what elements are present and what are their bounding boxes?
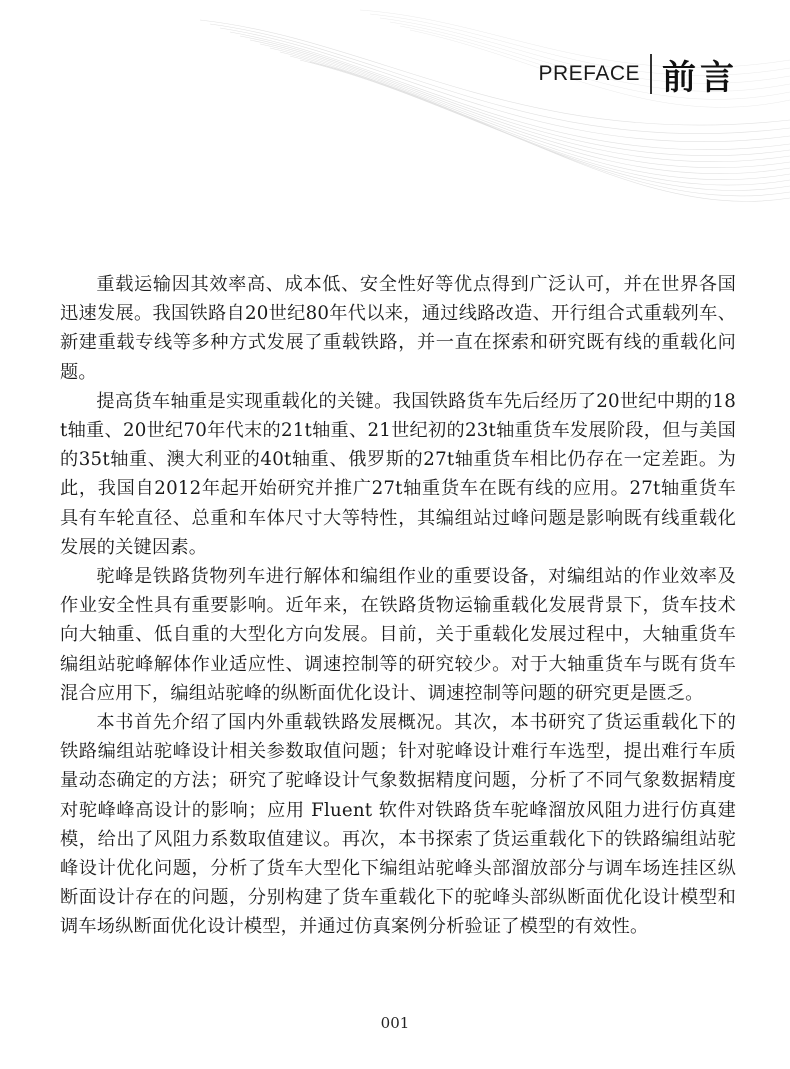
paragraph: 提高货车轴重是实现重载化的关键。我国铁路货车先后经历了20世纪中期的18 t轴重、20世纪70年代末的21t轴重、21世纪初的23t轴重货车发展阶段，但与美国的35t轴重、澳大利亚的40t轴重、俄罗斯的27t轴重货车相比仍存在一定差距。为此，我国自2012年起开始研究并推广27t轴重货车在既有线的应用。27t轴重货车具有车轮直径、总重和车体尺寸大等特性，其编组站过峰问题是影响既有线重载化发展的关键因素。 — [60, 390, 736, 558]
header-title-cn: 前言 — [662, 57, 738, 98]
paragraph: 本书首先介绍了国内外重载铁路发展概况。其次，本书研究了货运重载化下的铁路编组站驼峰设计相关参数取值问题；针对驼峰设计难行车选型，提出难行车质量动态确定的方法；研究了驼峰设计气象数据精度问题，分析了不同气象数据精度对驼峰峰高设计的影响；应用 Fluent 软件对铁路货车驼峰溜放风阻力进行仿真建模，给出了风阻力系数取值建议。再次，本书探索了货运重载化下的铁路编组站驼峰设计优化问题，分析了货车大型化下编组站驼峰头部溜放部分与调车场连挂区纵断面设计存在的问题，分别构建了货车重载化下的驼峰头部纵断面优化设计模型和调车场纵断面优化设计模型，并通过仿真案例分析验证了模型的有效性。 — [60, 712, 736, 938]
decorative-wave-background — [0, 0, 790, 240]
paragraph: 驼峰是铁路货物列车进行解体和编组作业的重要设备，对编组站的作业效率及作业安全性具有重要影响。近年来，在铁路货物运输重载化发展背景下，货车技术向大轴重、低自重的大型化方向发展。目前，关于重载化发展过程中，大轴重货车编组站驼峰解体作业适应性、调速控制等的研究较少。对于大轴重货车与既有货车混合应用下，编组站驼峰的纵断面优化设计、调速控制等问题的研究更是匮乏。 — [60, 566, 736, 704]
paragraph: 重载运输因其效率高、成本低、安全性好等优点得到广泛认可，并在世界各国迅速发展。我国铁路自20世纪80年代以来，通过线路改造、开行组合式重载列车、新建重载专线等多种方式发展了重载铁路，并一直在探索和研究既有线的重载化问题。 — [60, 274, 736, 383]
header-title-en: PREFACE — [538, 62, 640, 85]
page-number: 001 — [380, 1014, 410, 1032]
page-header — [538, 52, 738, 96]
header-separator — [650, 54, 652, 94]
preface-body — [60, 270, 736, 942]
